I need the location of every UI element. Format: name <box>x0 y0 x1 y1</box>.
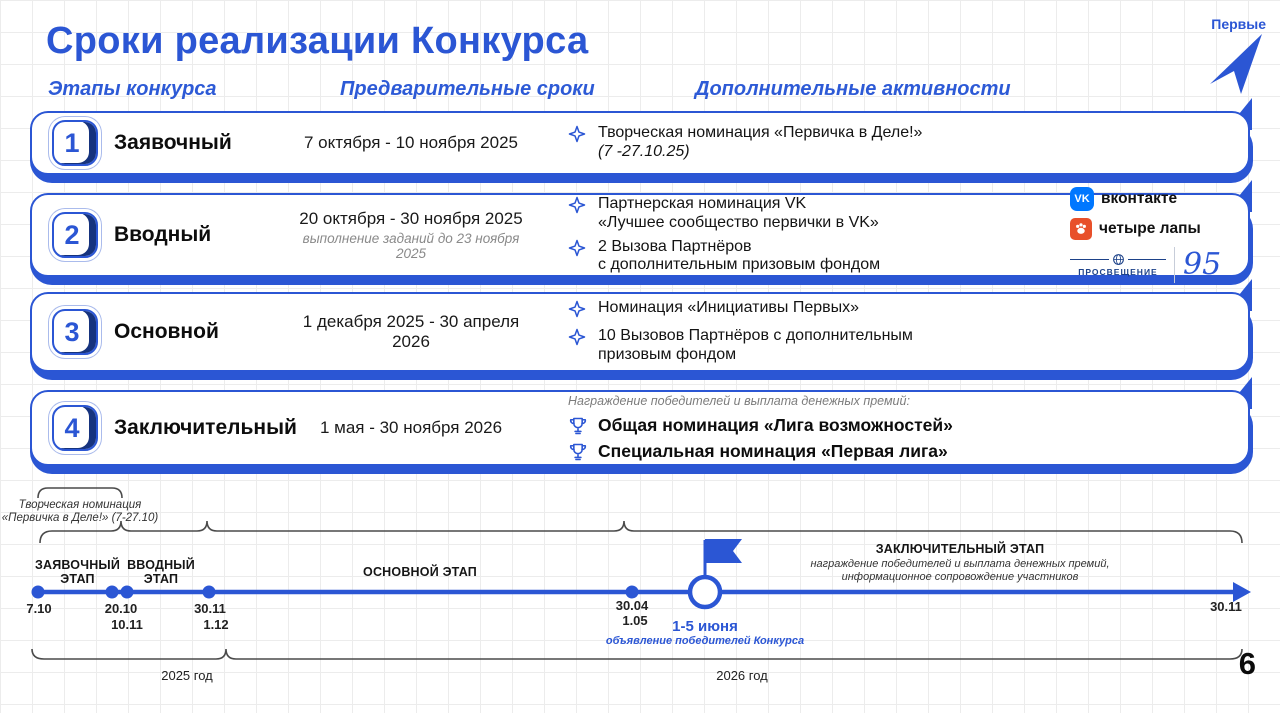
stage-dates <box>286 312 536 352</box>
milestone-dot-30-04 <box>626 586 639 599</box>
paw-icon <box>1070 218 1092 240</box>
vk-logo-row <box>1070 187 1238 211</box>
winners-date: 1-5 июня <box>672 618 738 635</box>
globe-icon <box>1112 253 1125 266</box>
award-item <box>568 415 1248 436</box>
stage-number: 3 <box>64 316 80 347</box>
logo-divider <box>1174 247 1175 283</box>
brand-name: Первые <box>1211 16 1266 32</box>
tick-30-11: 30.11 <box>194 601 226 616</box>
anniversary-95-logo: 95 <box>1183 247 1222 282</box>
stage-name: Заявочный <box>114 131 232 154</box>
award-text: Общая номинация «Лига возможностей» <box>598 415 953 435</box>
stage-card-2 <box>30 190 1250 282</box>
prosveshchenie-logo <box>1070 253 1166 277</box>
column-header-activities: Дополнительные активности <box>695 78 1011 100</box>
tick-1-05: 1.05 <box>622 613 648 628</box>
year-2026-label: 2026 год <box>716 668 768 683</box>
sparkle-diamond-icon <box>568 328 586 346</box>
prosveshchenie-emblem <box>1070 253 1166 266</box>
flag-icon <box>705 539 742 563</box>
stage-activities <box>536 195 1070 276</box>
page-title: Сроки реализации Конкурса <box>46 20 589 62</box>
activity-line: с дополнительным призовым фондом <box>598 256 881 274</box>
page-number: 6 <box>1238 646 1256 681</box>
partner-logos <box>1070 187 1238 283</box>
milestone-dot-20-10 <box>106 586 119 599</box>
activity-item <box>568 299 1248 318</box>
publisher-logos-row <box>1070 247 1238 283</box>
activity-line: Партнерская номинация VK <box>598 194 807 212</box>
sparkle-diamond-icon <box>568 300 586 318</box>
date-range: 20 октября - 30 ноября 2025 <box>299 209 523 228</box>
tick-7-10: 7.10 <box>26 601 52 616</box>
stage-activities <box>536 299 1248 365</box>
activity-line: Творческая номинация «Первичка в Деле!» <box>598 124 923 142</box>
year-2025-label: 2025 год <box>161 668 213 683</box>
phase-label-application: ЗАЯВОЧНЫЙ ЭТАП <box>34 558 121 587</box>
stage-number: 4 <box>64 412 80 443</box>
stage-name: Вводный <box>114 223 212 246</box>
stage-dates <box>286 418 536 438</box>
activity-text <box>598 195 879 233</box>
activity-item <box>568 238 1070 276</box>
stage-activities <box>536 124 1248 162</box>
stage-card-3 <box>30 292 1250 372</box>
milestone-dot-10-11 <box>121 586 134 599</box>
activity-line: «Лучшее сообщество первички в VK» <box>598 213 879 231</box>
card-body <box>30 190 1250 282</box>
final-phase-note-line2: информационное сопровождение участников <box>841 571 1079 583</box>
sparkle-diamond-icon <box>568 125 586 143</box>
stage-number-badge <box>52 405 98 451</box>
milestone-dot-7-10 <box>32 586 45 599</box>
tick-1-12: 1.12 <box>203 617 229 632</box>
stage-name: Заключительный <box>114 416 297 439</box>
vk-label: вконтакте <box>1101 190 1178 207</box>
sparkle-diamond-icon <box>568 239 586 257</box>
vk-icon: VK <box>1070 187 1094 211</box>
award-text: Специальная номинация «Первая лига» <box>598 441 948 461</box>
activity-line: 2 Вызова Партнёров <box>598 237 752 255</box>
activity-item <box>568 327 1248 365</box>
activity-dates: (7 -27.10.25) <box>598 143 690 160</box>
winners-note: объявление победителей Конкурса <box>605 635 805 647</box>
card-body <box>30 111 1250 175</box>
awards-note: Награждение победителей и выплата денежных премий: <box>568 394 910 408</box>
creative-note-line1: Творческая номинация <box>18 499 142 511</box>
timeline-diagram <box>0 480 1280 713</box>
stage-number: 1 <box>64 127 80 158</box>
stage-card-1 <box>30 111 1250 175</box>
stage-number-badge <box>52 120 98 166</box>
prosveshchenie-label: ПРОСВЕЩЕНИЕ <box>1078 267 1158 277</box>
year-spans-brace <box>32 649 1242 659</box>
tick-end-30-11: 30.11 <box>1210 599 1242 614</box>
stage-name: Основной <box>114 320 219 343</box>
activity-line: 10 Вызовов Партнёров с дополнительным <box>598 327 913 345</box>
stage-activities <box>536 394 1248 462</box>
tick-20-10: 20.10 <box>104 601 138 616</box>
stage-card-4 <box>30 390 1250 466</box>
stage-number: 2 <box>64 219 80 250</box>
milestone-dot-30-11 <box>203 586 216 599</box>
trophy-icon <box>568 442 588 462</box>
activity-text <box>598 299 859 318</box>
pervye-arrow-logo <box>1210 34 1264 96</box>
creative-period-bracket <box>38 488 122 498</box>
phase-label-introductory: ВВОДНЫЙ ЭТАП <box>127 558 195 587</box>
final-phase-note-line1: награждение победителей и выплата денежных премий, <box>810 558 1110 570</box>
activity-line: призовым фондом <box>598 346 737 363</box>
winners-circle-marker <box>690 577 720 607</box>
sparkle-diamond-icon <box>568 196 586 214</box>
activity-text <box>598 238 880 276</box>
card-body <box>30 390 1250 466</box>
activity-item <box>568 195 1070 233</box>
activity-text <box>598 124 922 162</box>
stage-number-badge <box>52 309 98 355</box>
stage-dates <box>286 209 536 261</box>
four-paws-logo-row <box>1070 218 1238 240</box>
creative-note-line2: «Первичка в Деле!» (7-27.10) <box>1 512 159 524</box>
phase-label-final: ЗАКЛЮЧИТЕЛЬНЫЙ ЭТАП <box>875 542 1045 556</box>
phase-spans-bracket <box>40 521 1242 543</box>
trophy-icon <box>568 416 588 436</box>
stage-dates <box>286 133 536 153</box>
activity-text <box>598 327 913 365</box>
tick-30-04: 30.04 <box>615 598 649 613</box>
column-header-dates: Предварительные сроки <box>340 78 595 100</box>
phase-label-main: ОСНОВНОЙ ЭТАП <box>363 565 477 579</box>
tick-10-11: 10.11 <box>111 617 143 632</box>
column-header-stages: Этапы конкурса <box>48 78 217 100</box>
date-range: 1 декабря 2025 - 30 апреля 2026 <box>302 312 520 351</box>
date-note: выполнение заданий до 23 ноября 2025 <box>302 231 520 261</box>
four-paws-label: четыре лапы <box>1099 220 1201 237</box>
date-range: 7 октября - 10 ноября 2025 <box>304 133 518 152</box>
activity-item <box>568 124 1248 162</box>
stage-number-badge <box>52 212 98 258</box>
card-body <box>30 292 1250 372</box>
activity-line: Номинация «Инициативы Первых» <box>598 299 860 317</box>
date-range: 1 мая - 30 ноября 2026 <box>319 418 503 437</box>
award-item <box>568 441 1248 462</box>
